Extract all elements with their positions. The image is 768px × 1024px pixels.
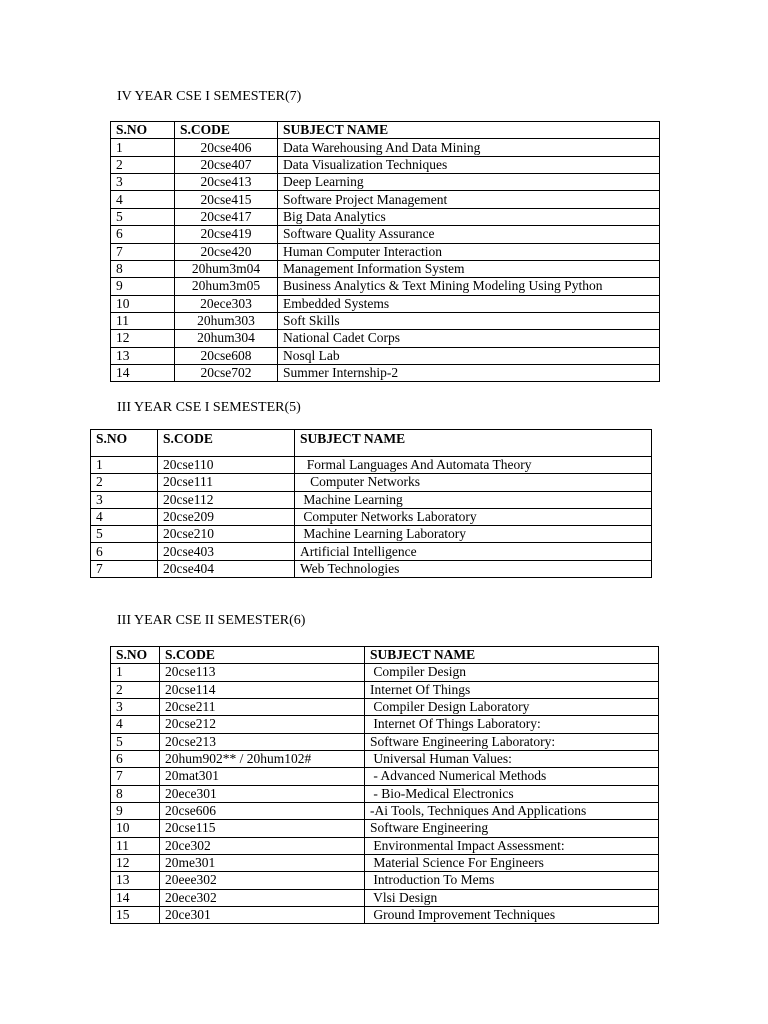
cell-subject: Software Engineering Laboratory: [365,733,659,750]
cell-sno: 5 [111,208,175,225]
cell-sno: 9 [111,278,175,295]
cell-subject: Artificial Intelligence [295,543,652,560]
cell-sno: 8 [111,785,160,802]
cell-subject: National Cadet Corps [278,330,660,347]
cell-subject: Environmental Impact Assessment: [365,837,659,854]
table-row [111,243,660,260]
table-header-row [111,122,660,139]
cell-sno: 8 [111,260,175,277]
cell-sno: 7 [91,560,158,577]
cell-subject: Management Information System [278,260,660,277]
table-row [111,278,660,295]
table-row [111,872,659,889]
table-row [111,174,660,191]
table-row [111,889,659,906]
cell-scode: 20cse606 [160,802,365,819]
cell-scode: 20cse212 [160,716,365,733]
table-row [111,330,660,347]
cell-scode: 20cse420 [175,243,278,260]
cell-sno: 7 [111,243,175,260]
cell-sno: 10 [111,295,175,312]
table-body [91,457,652,578]
cell-subject: Big Data Analytics [278,208,660,225]
cell-sno: 1 [111,139,175,156]
cell-sno: 1 [91,457,158,474]
cell-subject: Nosql Lab [278,347,660,364]
table-row [91,543,652,560]
cell-subject: Embedded Systems [278,295,660,312]
cell-subject: Human Computer Interaction [278,243,660,260]
table-row [91,491,652,508]
cell-sno: 4 [91,508,158,525]
cell-subject: Summer Internship-2 [278,365,660,382]
table-row [111,156,660,173]
cell-subject: Universal Human Values: [365,750,659,767]
cell-subject: Vlsi Design [365,889,659,906]
cell-scode: 20cse111 [158,474,295,491]
cell-scode: 20ce302 [160,837,365,854]
cell-scode: 20mat301 [160,768,365,785]
cell-scode: 20cse403 [158,543,295,560]
col-subject-header: SUBJECT NAME [278,122,660,139]
table-row [111,768,659,785]
table-row [91,508,652,525]
cell-scode: 20cse404 [158,560,295,577]
cell-sno: 14 [111,889,160,906]
cell-subject: Web Technologies [295,560,652,577]
table-row [91,457,652,474]
cell-scode: 20cse213 [160,733,365,750]
table-row [111,733,659,750]
table-header-row [91,430,652,457]
cell-scode: 20me301 [160,854,365,871]
cell-subject: Software Engineering [365,820,659,837]
table-row [111,820,659,837]
cell-scode: 20hum3m04 [175,260,278,277]
cell-subject: Machine Learning Laboratory [295,526,652,543]
table-row [111,312,660,329]
cell-scode: 20cse115 [160,820,365,837]
table-row [91,560,652,577]
table-row [111,347,660,364]
cell-scode: 20cse407 [175,156,278,173]
table-row [111,139,660,156]
col-subject-header: SUBJECT NAME [295,430,652,457]
table-row [111,681,659,698]
cell-sno: 3 [111,174,175,191]
cell-scode: 20cse112 [158,491,295,508]
cell-scode: 20cse417 [175,208,278,225]
section-3-heading: III YEAR CSE II SEMESTER(6) [117,613,306,628]
cell-scode: 20hum303 [175,312,278,329]
table-row [111,802,659,819]
cell-subject: Internet Of Things Laboratory: [365,716,659,733]
cell-scode: 20cse608 [175,347,278,364]
cell-subject: Formal Languages And Automata Theory [295,457,652,474]
table-row [91,526,652,543]
section-1-heading: IV YEAR CSE I SEMESTER(7) [117,89,302,104]
cell-sno: 7 [111,768,160,785]
cell-sno: 6 [111,226,175,243]
cell-subject: Compiler Design [365,664,659,681]
table-header-row [111,647,659,664]
cell-sno: 15 [111,906,160,923]
cell-sno: 3 [111,698,160,715]
table-row [111,750,659,767]
table-row [111,664,659,681]
cell-subject: -Ai Tools, Techniques And Applications [365,802,659,819]
cell-sno: 5 [111,733,160,750]
cell-scode: 20hum3m05 [175,278,278,295]
cell-subject: Machine Learning [295,491,652,508]
cell-sno: 2 [111,156,175,173]
col-sno-header: S.NO [111,122,175,139]
cell-sno: 4 [111,191,175,208]
cell-scode: 20cse113 [160,664,365,681]
cell-scode: 20cse110 [158,457,295,474]
cell-subject: Introduction To Mems [365,872,659,889]
cell-subject: - Bio-Medical Electronics [365,785,659,802]
cell-scode: 20cse419 [175,226,278,243]
cell-subject: Compiler Design Laboratory [365,698,659,715]
cell-subject: Internet Of Things [365,681,659,698]
cell-sno: 9 [111,802,160,819]
cell-scode: 20cse209 [158,508,295,525]
course-table-iii-year-sem2 [110,646,659,924]
col-sno-header: S.NO [91,430,158,457]
cell-sno: 11 [111,837,160,854]
cell-scode: 20cse415 [175,191,278,208]
table-row [111,854,659,871]
cell-sno: 2 [91,474,158,491]
course-table-iv-year-sem1 [110,121,660,382]
cell-subject: - Advanced Numerical Methods [365,768,659,785]
table-body [111,139,660,382]
table-row [111,226,660,243]
cell-sno: 13 [111,347,175,364]
cell-subject: Software Project Management [278,191,660,208]
table-row [111,208,660,225]
cell-scode: 20cse702 [175,365,278,382]
table-row [111,785,659,802]
cell-sno: 13 [111,872,160,889]
cell-sno: 10 [111,820,160,837]
col-scode-header: S.CODE [175,122,278,139]
col-subject-header: SUBJECT NAME [365,647,659,664]
table-row [111,698,659,715]
table-body [111,664,659,924]
cell-sno: 4 [111,716,160,733]
cell-sno: 6 [111,750,160,767]
cell-scode: 20hum304 [175,330,278,347]
cell-scode: 20hum902** / 20hum102# [160,750,365,767]
cell-scode: 20cse406 [175,139,278,156]
cell-subject: Data Warehousing And Data Mining [278,139,660,156]
table-row [91,474,652,491]
table-row [111,837,659,854]
cell-scode: 20ece303 [175,295,278,312]
cell-scode: 20cse114 [160,681,365,698]
cell-sno: 12 [111,330,175,347]
cell-subject: Business Analytics & Text Mining Modeling Using Python [278,278,660,295]
cell-subject: Soft Skills [278,312,660,329]
cell-subject: Computer Networks Laboratory [295,508,652,525]
cell-sno: 11 [111,312,175,329]
cell-scode: 20ce301 [160,906,365,923]
cell-sno: 5 [91,526,158,543]
table-row [111,365,660,382]
cell-subject: Data Visualization Techniques [278,156,660,173]
cell-subject: Software Quality Assurance [278,226,660,243]
table-row [111,191,660,208]
col-sno-header: S.NO [111,647,160,664]
cell-scode: 20cse211 [160,698,365,715]
cell-scode: 20ece301 [160,785,365,802]
section-2-heading: III YEAR CSE I SEMESTER(5) [117,400,301,415]
col-scode-header: S.CODE [160,647,365,664]
cell-scode: 20cse413 [175,174,278,191]
table-row [111,260,660,277]
table-row [111,295,660,312]
col-scode-header: S.CODE [158,430,295,457]
cell-scode: 20ece302 [160,889,365,906]
cell-sno: 6 [91,543,158,560]
cell-subject: Material Science For Engineers [365,854,659,871]
table-row [111,906,659,923]
cell-sno: 1 [111,664,160,681]
table-row [111,716,659,733]
cell-sno: 14 [111,365,175,382]
cell-scode: 20eee302 [160,872,365,889]
cell-subject: Deep Learning [278,174,660,191]
cell-subject: Ground Improvement Techniques [365,906,659,923]
cell-sno: 3 [91,491,158,508]
cell-subject: Computer Networks [295,474,652,491]
cell-sno: 12 [111,854,160,871]
course-table-iii-year-sem1 [90,429,652,578]
cell-scode: 20cse210 [158,526,295,543]
cell-sno: 2 [111,681,160,698]
